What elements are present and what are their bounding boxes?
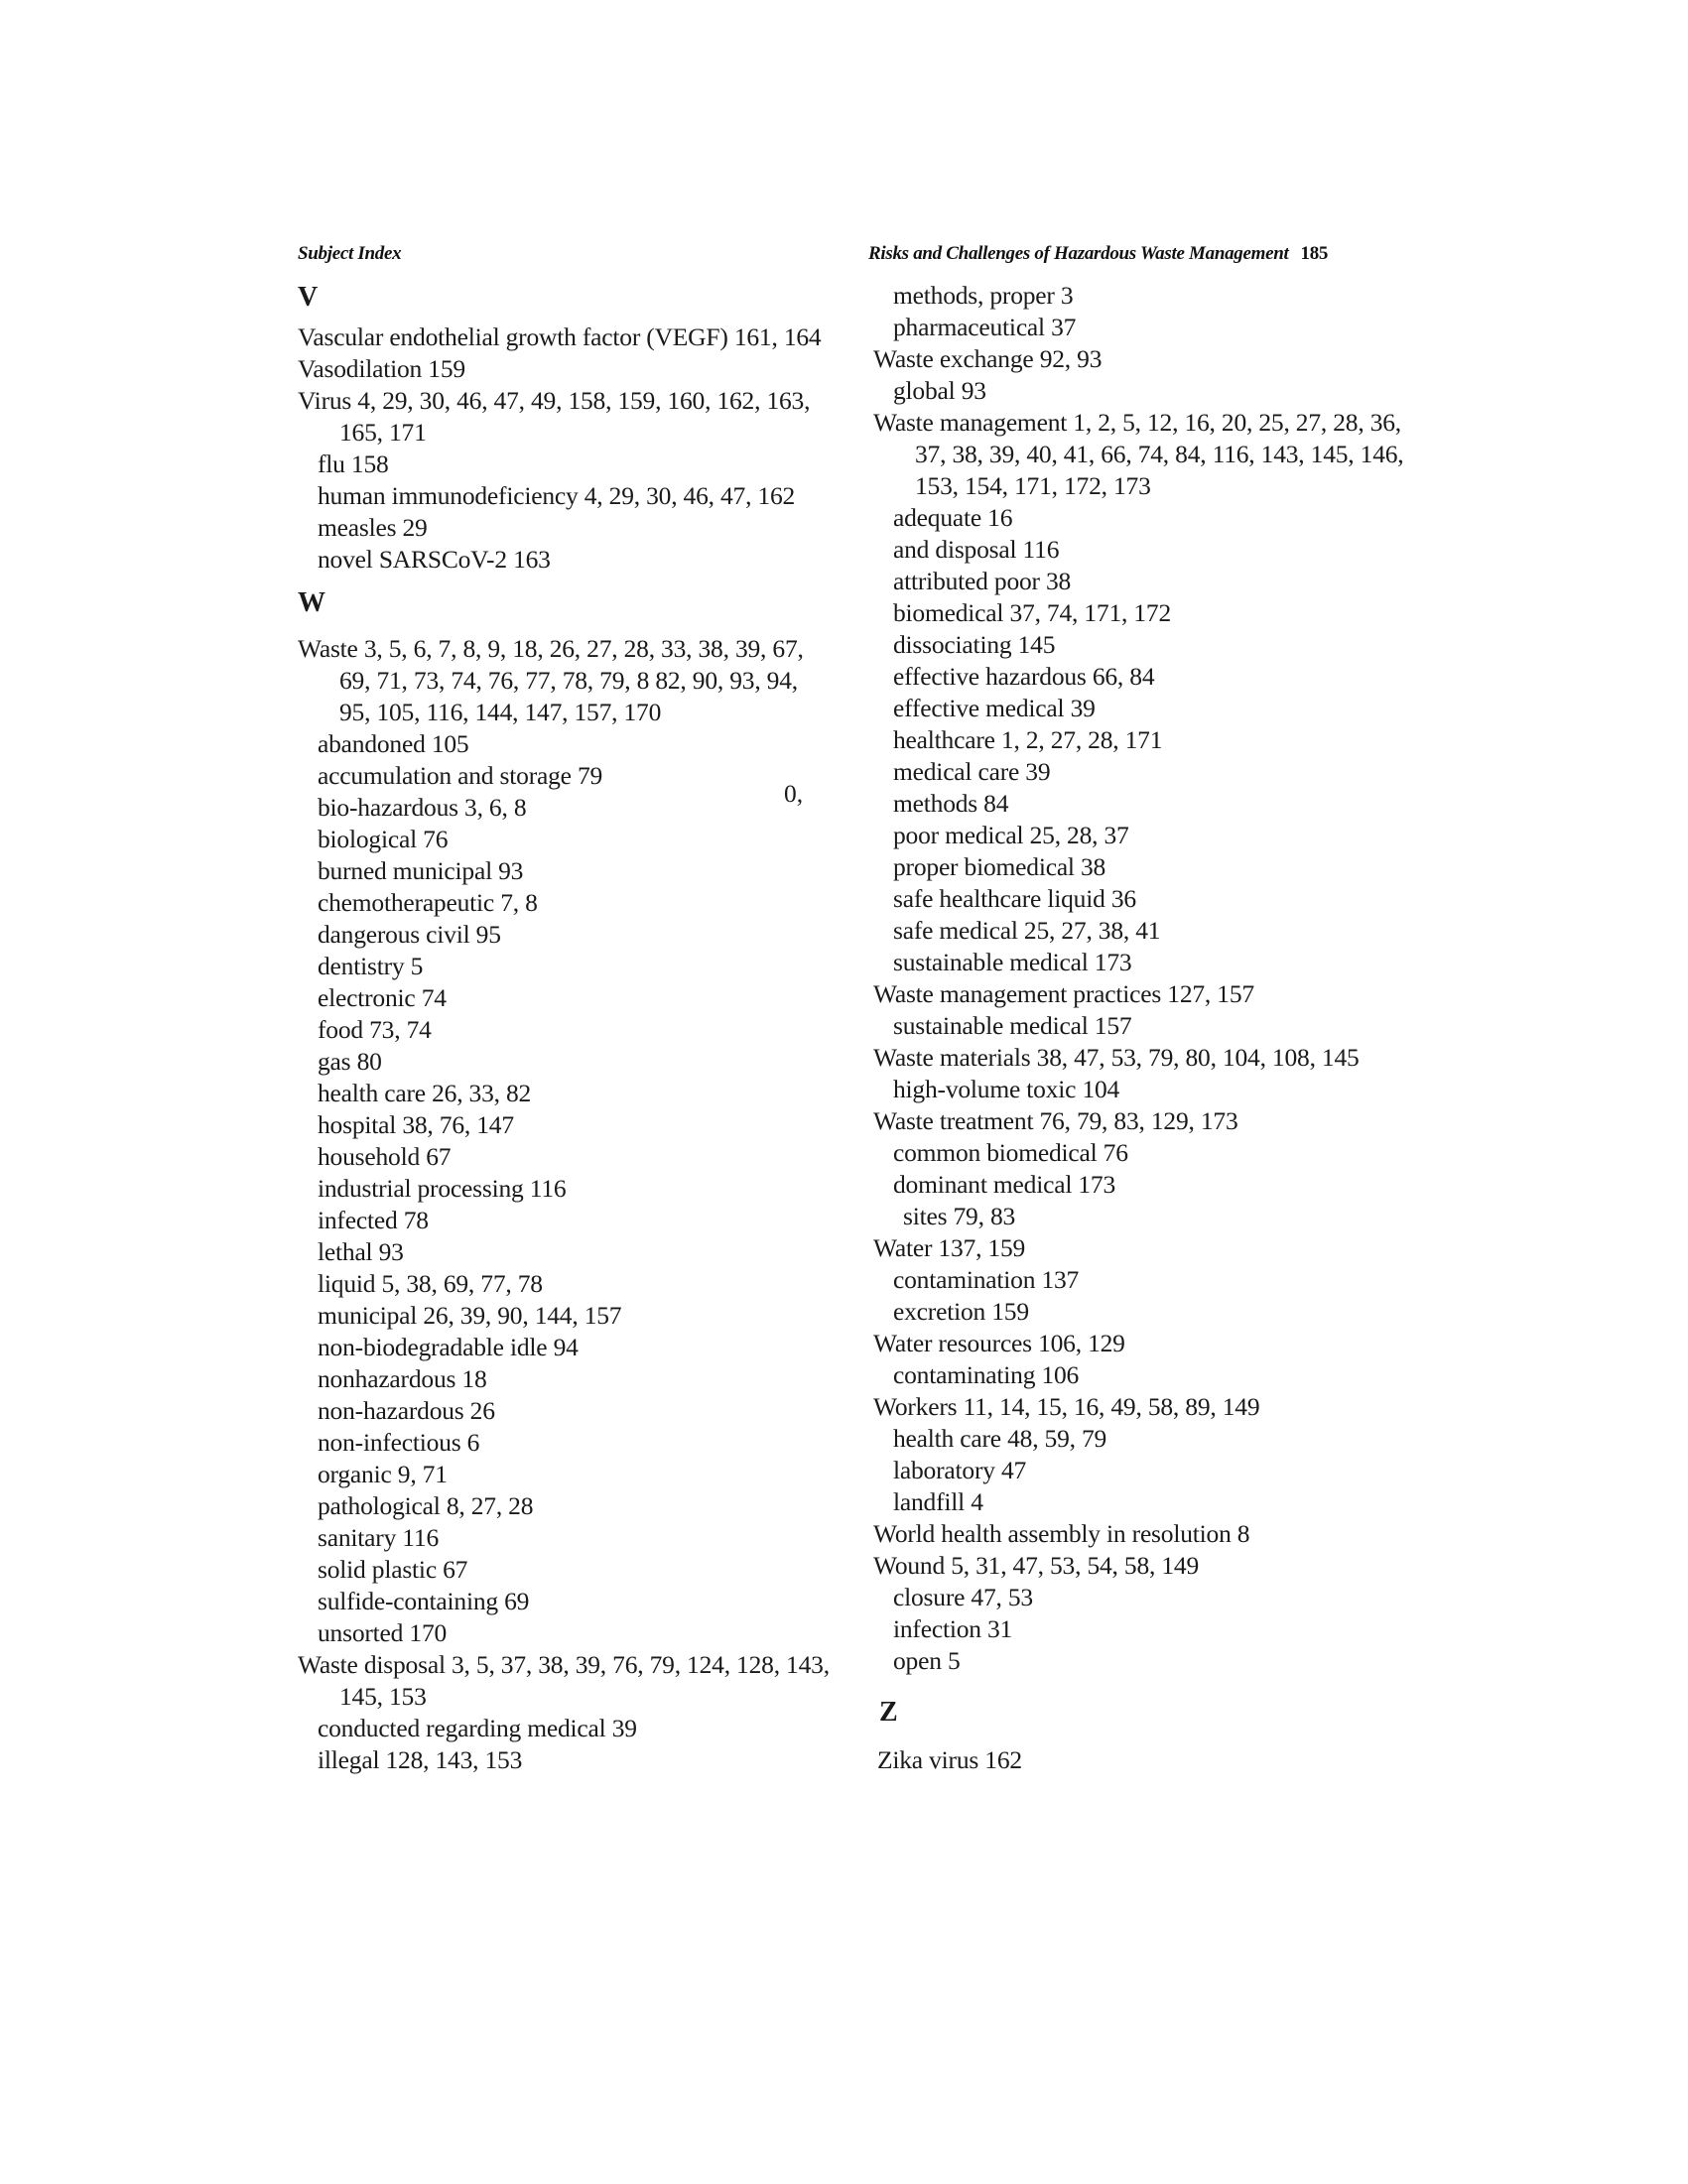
index-subentry: effective medical 39 [893,694,1096,722]
index-subentry: sustainable medical 157 [893,1011,1132,1040]
index-entry: Waste management practices 127, 157 [873,979,1254,1008]
index-subentry: sustainable medical 173 [893,948,1132,976]
index-subentry: health care 26, 33, 82 [318,1079,532,1107]
index-subentry: biomedical 37, 74, 171, 172 [893,598,1172,627]
index-subentry: and disposal 116 [893,535,1060,564]
index-entry: Workers 11, 14, 15, 16, 49, 58, 89, 149 [873,1392,1260,1421]
index-subentry: pharmaceutical 37 [893,313,1077,341]
index-subentry: sulfide-containing 69 [318,1587,530,1615]
index-subentry: human immunodeficiency 4, 29, 30, 46, 47, 162 [318,481,796,510]
index-subentry: effective hazardous 66, 84 [893,662,1155,691]
index-subentry: sites 79, 83 [903,1202,1016,1230]
index-subentry: pathological 8, 27, 28 [318,1491,534,1520]
index-subentry: common biomedical 76 [893,1138,1128,1167]
index-subentry: municipal 26, 39, 90, 144, 157 [318,1301,622,1330]
index-subentry: dentistry 5 [318,952,424,980]
index-subentry: burned municipal 93 [318,856,524,885]
index-entry: Zika virus 162 [877,1745,1022,1774]
index-subentry: novel SARSCoV-2 163 [318,545,551,574]
index-subentry: global 93 [893,376,986,405]
index-subentry: medical care 39 [893,757,1051,786]
index-entry: Waste disposal 3, 5, 37, 38, 39, 76, 79, 124, 128, 143, 145, 153 [298,1650,830,1711]
index-subentry: closure 47, 53 [893,1583,1033,1611]
index-entry: Water resources 106, 129 [873,1329,1125,1357]
index-subentry: contamination 137 [893,1265,1080,1294]
index-subentry: non-biodegradable idle 94 [318,1333,579,1361]
index-subentry: lethal 93 [318,1237,404,1266]
index-subentry: methods, proper 3 [893,281,1074,310]
index-subentry: safe healthcare liquid 36 [893,884,1136,913]
index-subentry: bio-hazardous 3, 6, 8 [318,793,527,822]
section-letter: V [298,282,319,313]
index-subentry: dissociating 145 [893,630,1056,659]
running-head-right [868,243,1328,265]
index-subentry: dominant medical 173 [893,1170,1116,1199]
index-entry: Waste 3, 5, 6, 7, 8, 9, 18, 26, 27, 28, 33, 38, 39, 67, 69, 71, 73, 74, 76, 77, 78, 79, 8 82, 90, 93, 94, 95, 105, 116, 144, 147, 157, 170 [298,634,804,726]
running-head-left: Subject Index [298,243,402,264]
index-subentry: household 67 [318,1142,452,1171]
index-subentry: conducted regarding medical 39 [318,1714,637,1742]
index-entry: World health assembly in resolution 8 [873,1519,1250,1548]
index-subentry: nonhazardous 18 [318,1364,487,1393]
index-subentry: unsorted 170 [318,1618,448,1647]
index-subentry: infected 78 [318,1206,429,1234]
index-subentry: non-infectious 6 [318,1428,480,1457]
index-subentry: non-hazardous 26 [318,1396,495,1425]
index-entry: Virus 4, 29, 30, 46, 47, 49, 158, 159, 160, 162, 163, 165, 171 [298,386,811,447]
index-subentry: high-volume toxic 104 [893,1075,1120,1103]
index-subentry: accumulation and storage 79 [318,761,603,790]
index-entry: Vascular endothelial growth factor (VEGF) 161, 164 [298,322,822,351]
stray-page-fragment: 0, [784,779,804,808]
index-subentry: gas 80 [318,1047,382,1076]
index-entry: Water 137, 159 [873,1233,1026,1262]
section-letter: Z [879,1697,898,1728]
index-entry: Waste materials 38, 47, 53, 79, 80, 104, 108, 145 [873,1043,1360,1072]
index-subentry: solid plastic 67 [318,1555,468,1584]
index-column-right [873,280,1409,1776]
index-subentry: infection 31 [893,1614,1013,1643]
index-entry: Wound 5, 31, 47, 53, 54, 58, 149 [873,1551,1200,1580]
index-subentry: industrial processing 116 [318,1174,567,1203]
index-subentry: dangerous civil 95 [318,920,501,949]
index-subentry: safe medical 25, 27, 38, 41 [893,916,1161,945]
index-subentry: measles 29 [318,513,428,542]
index-subentry: excretion 159 [893,1297,1029,1326]
index-subentry: liquid 5, 38, 69, 77, 78 [318,1269,543,1298]
index-entry: Vasodilation 159 [298,354,465,383]
index-subentry: flu 158 [318,450,389,478]
section-letter: W [298,587,325,618]
index-entry: Waste treatment 76, 79, 83, 129, 173 [873,1106,1238,1135]
index-subentry: attributed poor 38 [893,567,1072,595]
index-subentry: methods 84 [893,789,1009,818]
index-subentry: contaminating 106 [893,1360,1080,1389]
index-entry: Waste exchange 92, 93 [873,344,1103,373]
index-entry: Waste management 1, 2, 5, 12, 16, 20, 25, 27, 28, 36, 37, 38, 39, 40, 41, 66, 74, 84, 116, 143, 145, 146, 153, 154, 171, 172, 173 [873,408,1404,500]
index-subentry: poor medical 25, 28, 37 [893,821,1129,849]
book-title: Risks and Challenges of Hazardous Waste Management [868,243,1289,264]
index-subentry: open 5 [893,1646,961,1675]
index-subentry: food 73, 74 [318,1015,432,1044]
index-subentry: organic 9, 71 [318,1460,448,1488]
index-subentry: abandoned 105 [318,729,469,758]
index-subentry: healthcare 1, 2, 27, 28, 171 [893,725,1163,754]
index-subentry: illegal 128, 143, 153 [318,1745,523,1774]
index-subentry: hospital 38, 76, 147 [318,1110,514,1139]
index-subentry: landfill 4 [893,1487,983,1516]
index-subentry: adequate 16 [893,503,1013,532]
index-subentry: chemotherapeutic 7, 8 [318,888,538,917]
index-subentry: electronic 74 [318,983,447,1012]
index-subentry: biological 76 [318,825,449,853]
index-column-left [298,280,834,1776]
page-number: 185 [1300,243,1329,264]
index-subentry: sanitary 116 [318,1523,439,1552]
index-subentry: health care 48, 59, 79 [893,1424,1107,1453]
index-subentry: proper biomedical 38 [893,852,1106,881]
index-subentry: laboratory 47 [893,1456,1027,1484]
